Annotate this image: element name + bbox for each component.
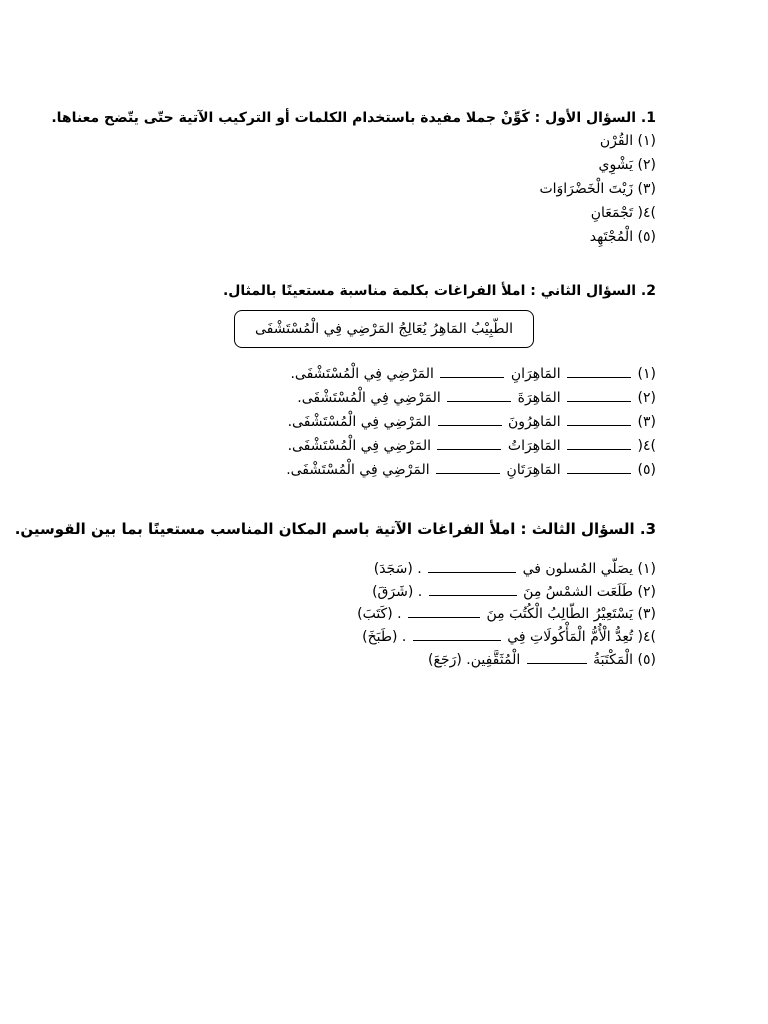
q3-item-4 — [362, 629, 656, 645]
item-ending: المَرْضِي فِي الْمُسْتَشْفَى. — [286, 462, 430, 478]
blank-line[interactable] — [447, 400, 511, 402]
item-start: )٤( تُعِدُّ الْأُمُّ الْمَأْكُولَاتِ فِي — [507, 629, 656, 645]
q3-item-1 — [374, 561, 656, 577]
blank-line[interactable] — [567, 400, 631, 402]
blank-line[interactable] — [428, 571, 516, 573]
q3-heading: 3. السؤال الثالث : املأ الفراغات الآتية باسم المكان المناسب مستعينًا بما بين القوسين. — [14, 520, 656, 538]
q2-item-5 — [286, 462, 656, 478]
q1-heading: 1. السؤال الأول : كَوِّنْ جملا مفيدة باستخدام الكلمات أو التركيب الآتية حتّى يتّضح معناها. — [51, 110, 656, 126]
q1-item-3: (٣) زَيْتَ الْخَضْرَاوَات — [539, 181, 656, 197]
item-end: . (طَبَخَ) — [362, 629, 407, 645]
q1-item-5: (٥) الْمُجْتَهِد — [589, 229, 656, 245]
blank-line[interactable] — [408, 616, 480, 618]
item-end: . (شَرَقَ) — [372, 584, 423, 600]
item-start: (٢) طَلَعَت الشمْسُ مِنَ — [523, 584, 656, 600]
q1-item-1: (١) القُرْن — [599, 133, 656, 149]
q3-item-3 — [357, 606, 656, 622]
item-end: الْمُثَقَّفِين. (رَجَعَ) — [428, 652, 521, 668]
blank-line[interactable] — [567, 448, 631, 450]
item-number: (٢) — [637, 390, 656, 406]
blank-line[interactable] — [438, 424, 502, 426]
item-start: (١) يصَلّي المُسلون في — [522, 561, 656, 577]
blank-line[interactable] — [436, 472, 500, 474]
item-end: . (سَجَدَ) — [373, 561, 422, 577]
q2-item-2 — [297, 390, 656, 406]
item-number: (٣) — [637, 414, 656, 430]
blank-line[interactable] — [567, 376, 631, 378]
item-word: المَاهِرَتَانِ — [506, 462, 561, 478]
blank-line[interactable] — [429, 594, 517, 596]
blank-line[interactable] — [413, 639, 501, 641]
item-number: )٤( — [637, 438, 656, 454]
blank-line[interactable] — [567, 472, 631, 474]
q2-heading: 2. السؤال الثاني : املأ الفراغات بكلمة مناسبة مستعينًا بالمثال. — [222, 283, 656, 299]
blank-line[interactable] — [440, 376, 504, 378]
item-word: المَاهِرَانِ — [510, 366, 561, 382]
item-ending: المَرْضِي فِي الْمُسْتَشْفَى. — [287, 438, 432, 454]
q2-item-3 — [288, 414, 656, 430]
item-number: (٥) — [637, 462, 656, 478]
blank-line[interactable] — [437, 448, 501, 450]
q3-item-5 — [428, 652, 656, 668]
item-word: المَاهِرَةَ — [517, 390, 561, 406]
q2-item-4 — [288, 438, 656, 454]
example-sentence: الطّبِيْبُ المَاهِرُ يُعَالِجُ المَرْضِي فِي الْمُسْتَشْفَى — [254, 321, 514, 337]
item-ending: المَرْضِي فِي الْمُسْتَشْفَى. — [290, 366, 434, 382]
example-box — [234, 310, 534, 348]
blank-line[interactable] — [527, 662, 587, 664]
item-word: المَاهِرُونَ — [507, 414, 561, 430]
q1-item-4: )٤( تَجْمَعَانِ — [590, 205, 656, 221]
q2-item-1 — [290, 366, 656, 382]
item-word: المَاهِرَاتُ — [507, 438, 561, 454]
q1-item-2: (٢) يَشْوِي — [598, 157, 656, 173]
item-start: (٣) يَسْتَعِيْرُ الطّالِبُ الْكُتُبَ مِنَ — [486, 606, 656, 622]
q3-item-2 — [372, 584, 656, 600]
item-start: (٥) الْمَكْتَبَةُ — [593, 652, 656, 668]
item-number: (١) — [637, 366, 656, 382]
blank-line[interactable] — [567, 424, 631, 426]
item-ending: المَرْضِي فِي الْمُسْتَشْفَى. — [287, 414, 432, 430]
item-ending: المَرْضِي فِي الْمُسْتَشْفَى. — [297, 390, 441, 406]
item-end: . (كَتَبَ) — [357, 606, 402, 622]
